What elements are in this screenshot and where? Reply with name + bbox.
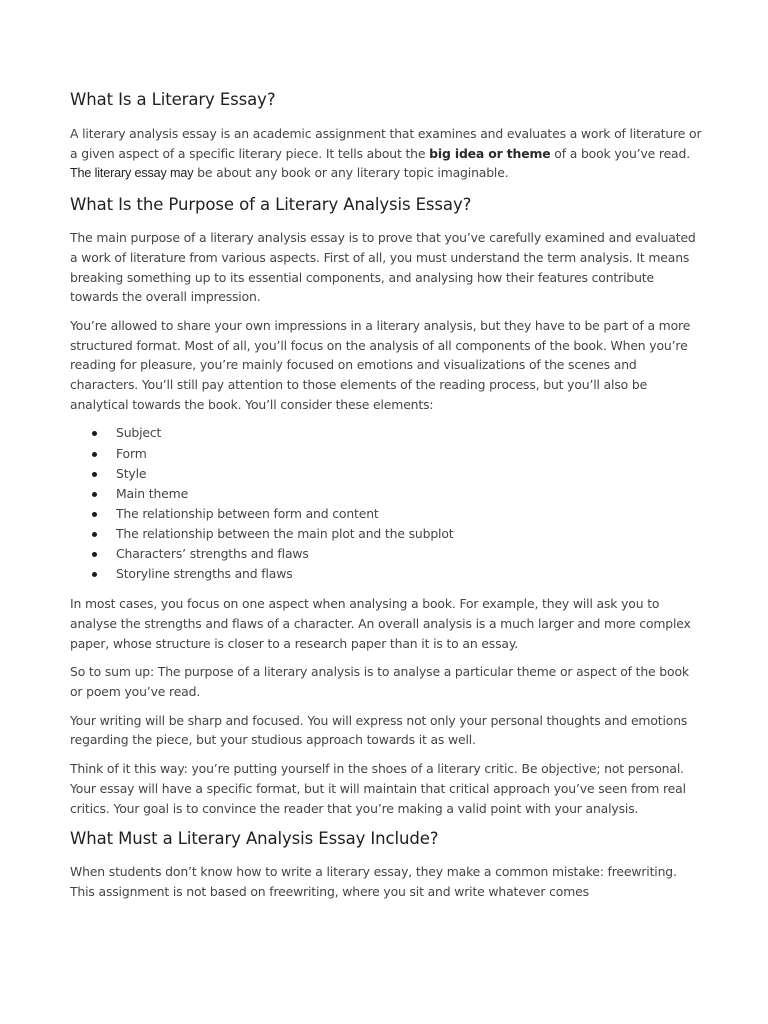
intro-text-3: be about any book or any literary topic imaginable. [193, 165, 509, 181]
paragraph-purpose-1: The main purpose of a literary analysis essay is to prove that you’ve carefully examined and evaluated a work of literature from various aspects. First of all, you must understand the term analysis. It means breaking something up to its essential components, and analysing how their features contribute towards the overall impression. [70, 230, 696, 305]
bullet-icon [92, 572, 97, 577]
bullet-icon [92, 431, 97, 436]
bullet-icon [92, 532, 97, 537]
bullet-icon [92, 552, 97, 557]
bullet-icon [92, 492, 97, 497]
bullet-icon [92, 512, 97, 517]
heading-purpose: What Is the Purpose of a Literary Analysis Essay? [70, 195, 472, 215]
paragraph-purpose-3: In most cases, you focus on one aspect when analysing a book. For example, they will ask you to analyse the strengths and flaws of a character. An overall analysis is a much larger and more complex paper, whose structure is closer to a research paper than it is to an essay. [70, 596, 691, 651]
list-item: Characters’ strengths and flaws [70, 544, 702, 564]
list-item: Form [70, 444, 702, 464]
list-item: The relationship between the main plot and the subplot [70, 524, 702, 544]
paragraph-intro [70, 124, 702, 184]
list-item: Subject [70, 423, 702, 443]
list-item: Storyline strengths and flaws [70, 564, 702, 584]
paragraph-purpose-4: So to sum up: The purpose of a literary analysis is to analyse a particular theme or aspect of the book or poem you’ve read. [70, 664, 689, 699]
paragraph-purpose-6: Think of it this way: you’re putting yourself in the shoes of a literary critic. Be objective; not personal. Your essay will have a specific format, but it will maintain that critical approach you’ve seen from real critics. Your goal is to convince the reader that you’re making a valid point with your analysis. [70, 761, 686, 816]
document-page [70, 88, 702, 911]
bullet-icon [92, 472, 97, 477]
intro-bold-text: big idea or theme [429, 145, 551, 161]
intro-text-2: of a book you’ve read. [550, 145, 690, 161]
elements-list [70, 423, 702, 584]
intro-text-1: A literary analysis essay is an academic assignment that examines and evaluates a work of literature or a given aspect of a specific literary piece. It tells about the [70, 126, 702, 161]
paragraph-purpose-2: You’re allowed to share your own impressions in a literary analysis, but they have to be part of a more structured format. Most of all, you’ll focus on the analysis of all components of the book. When you’re reading for pleasure, you’re mainly focused on emotions and visualizations of the scenes and characters. You’ll still pay attention to those elements of the reading process, but you’ll also be analytical towards the book. You’ll consider these elements: [70, 317, 691, 412]
heading-what-is-literary-essay: What Is a Literary Essay? [70, 90, 276, 109]
list-item: The relationship between form and content [70, 504, 702, 524]
heading-include: What Must a Literary Analysis Essay Include? [70, 829, 439, 849]
paragraph-include-1: When students don’t know how to write a literary essay, they make a common mistake: freewriting. This assignment is not based on freewriting, where you sit and write whatever comes [70, 864, 677, 899]
list-item: Style [70, 464, 702, 484]
intro-dark-text: The literary essay may [70, 166, 194, 181]
paragraph-purpose-5: Your writing will be sharp and focused. You will express not only your personal thoughts and emotions regarding the piece, but your studious approach towards it as well. [70, 712, 688, 748]
bullet-icon [92, 452, 97, 457]
list-item: Main theme [70, 484, 702, 504]
